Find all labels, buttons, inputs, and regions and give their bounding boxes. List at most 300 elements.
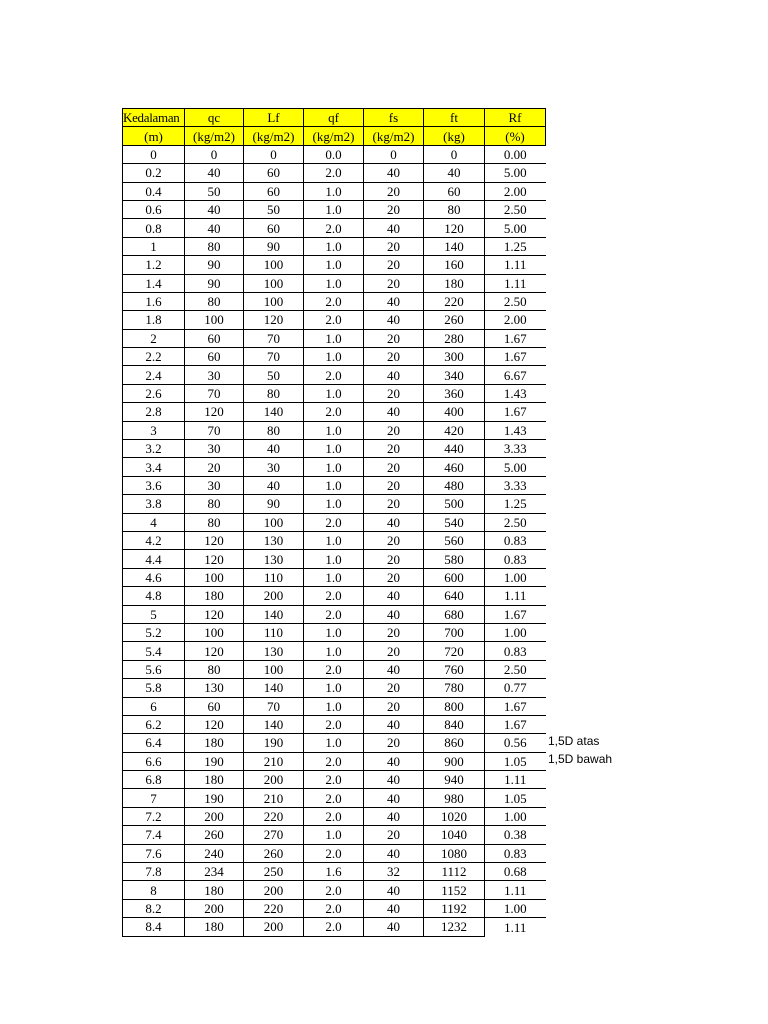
cell-lf: 200 [244, 771, 304, 789]
cell-ft: 180 [424, 274, 485, 292]
sondir-data-table [122, 108, 546, 937]
cell-fs: 40 [364, 918, 424, 936]
cell-fs: 32 [364, 863, 424, 881]
cell-rf: 2.50 [485, 660, 546, 678]
cell-lf: 40 [244, 476, 304, 494]
cell-fs: 40 [364, 366, 424, 384]
cell-qc: 100 [185, 568, 244, 586]
cell-fs: 20 [364, 679, 424, 697]
cell-rf: 1.05 [485, 789, 546, 807]
cell-kedalaman: 0.2 [123, 164, 185, 182]
cell-kedalaman: 4 [123, 513, 185, 531]
cell-kedalaman: 6 [123, 697, 185, 715]
cell-lf: 110 [244, 568, 304, 586]
cell-fs: 40 [364, 715, 424, 733]
cell-rf: 1.00 [485, 623, 546, 641]
cell-fs: 40 [364, 771, 424, 789]
cell-qf: 1.0 [304, 200, 364, 218]
cell-lf: 100 [244, 513, 304, 531]
table-row [123, 789, 546, 807]
cell-ft: 1080 [424, 844, 485, 862]
cell-qc: 30 [185, 366, 244, 384]
cell-lf: 130 [244, 642, 304, 660]
cell-lf: 50 [244, 366, 304, 384]
cell-ft: 460 [424, 458, 485, 476]
cell-fs: 20 [364, 550, 424, 568]
cell-fs: 20 [364, 495, 424, 513]
unit-ft: (kg) [424, 127, 485, 145]
cell-kedalaman: 7 [123, 789, 185, 807]
cell-kedalaman: 3.4 [123, 458, 185, 476]
cell-lf: 200 [244, 587, 304, 605]
cell-qc: 30 [185, 440, 244, 458]
cell-fs: 20 [364, 531, 424, 549]
cell-qf: 2.0 [304, 771, 364, 789]
cell-rf: 0.38 [485, 826, 546, 844]
unit-lf: (kg/m2) [244, 127, 304, 145]
cell-kedalaman: 1 [123, 237, 185, 255]
cell-fs: 40 [364, 844, 424, 862]
cell-rf: 1.11 [485, 256, 546, 274]
cell-fs: 40 [364, 513, 424, 531]
table-row [123, 274, 546, 292]
cell-kedalaman: 2.6 [123, 384, 185, 402]
cell-ft: 420 [424, 421, 485, 439]
cell-fs: 20 [364, 274, 424, 292]
cell-rf: 1.67 [485, 329, 546, 347]
cell-qf: 1.0 [304, 458, 364, 476]
cell-ft: 1040 [424, 826, 485, 844]
cell-ft: 560 [424, 531, 485, 549]
table-row [123, 752, 546, 770]
cell-qc: 100 [185, 311, 244, 329]
cell-kedalaman: 0 [123, 145, 185, 163]
cell-qf: 1.0 [304, 679, 364, 697]
cell-fs: 40 [364, 752, 424, 770]
cell-qf: 2.0 [304, 605, 364, 623]
cell-fs: 40 [364, 789, 424, 807]
cell-qf: 1.0 [304, 256, 364, 274]
cell-qf: 2.0 [304, 844, 364, 862]
cell-ft: 940 [424, 771, 485, 789]
cell-qf: 1.0 [304, 623, 364, 641]
cell-rf: 2.50 [485, 200, 546, 218]
table-row [123, 329, 546, 347]
table-row [123, 256, 546, 274]
cell-kedalaman: 2.4 [123, 366, 185, 384]
cell-fs: 20 [364, 734, 424, 752]
cell-fs: 20 [364, 384, 424, 402]
table-row [123, 918, 546, 936]
cell-rf: 1.05 [485, 752, 546, 770]
cell-lf: 140 [244, 605, 304, 623]
cell-qc: 190 [185, 752, 244, 770]
cell-fs: 20 [364, 568, 424, 586]
cell-qf: 2.0 [304, 752, 364, 770]
cell-qc: 120 [185, 715, 244, 733]
cell-fs: 20 [364, 826, 424, 844]
table-row [123, 513, 546, 531]
cell-fs: 40 [364, 164, 424, 182]
cell-qc: 60 [185, 329, 244, 347]
cell-ft: 860 [424, 734, 485, 752]
cell-fs: 40 [364, 881, 424, 899]
cell-qf: 1.6 [304, 863, 364, 881]
cell-fs: 20 [364, 476, 424, 494]
table-row [123, 458, 546, 476]
cell-qc: 120 [185, 642, 244, 660]
cell-rf: 0.83 [485, 642, 546, 660]
cell-qc: 180 [185, 881, 244, 899]
cell-qc: 70 [185, 384, 244, 402]
cell-kedalaman: 7.8 [123, 863, 185, 881]
cell-qc: 234 [185, 863, 244, 881]
cell-rf: 0.68 [485, 863, 546, 881]
cell-qc: 80 [185, 495, 244, 513]
cell-ft: 760 [424, 660, 485, 678]
cell-rf: 2.50 [485, 292, 546, 310]
cell-qf: 1.0 [304, 384, 364, 402]
cell-qc: 120 [185, 605, 244, 623]
cell-lf: 50 [244, 200, 304, 218]
cell-fs: 20 [364, 458, 424, 476]
cell-lf: 190 [244, 734, 304, 752]
cell-qf: 1.0 [304, 697, 364, 715]
cell-kedalaman: 4.6 [123, 568, 185, 586]
cell-kedalaman: 5.6 [123, 660, 185, 678]
cell-kedalaman: 3.6 [123, 476, 185, 494]
cell-kedalaman: 6.6 [123, 752, 185, 770]
table-row [123, 164, 546, 182]
cell-qc: 90 [185, 274, 244, 292]
table-row [123, 440, 546, 458]
cell-qc: 200 [185, 807, 244, 825]
cell-lf: 250 [244, 863, 304, 881]
cell-qf: 1.0 [304, 348, 364, 366]
cell-qc: 60 [185, 348, 244, 366]
table-row [123, 476, 546, 494]
cell-qc: 180 [185, 918, 244, 936]
cell-qc: 240 [185, 844, 244, 862]
cell-qf: 1.0 [304, 531, 364, 549]
cell-lf: 140 [244, 403, 304, 421]
cell-qf: 2.0 [304, 807, 364, 825]
cell-ft: 900 [424, 752, 485, 770]
cell-rf: 1.67 [485, 348, 546, 366]
cell-kedalaman: 5.2 [123, 623, 185, 641]
table-row [123, 531, 546, 549]
cell-ft: 640 [424, 587, 485, 605]
cell-qf: 2.0 [304, 366, 364, 384]
cell-qf: 1.0 [304, 550, 364, 568]
cell-qc: 120 [185, 403, 244, 421]
table-row [123, 495, 546, 513]
cell-ft: 1020 [424, 807, 485, 825]
cell-lf: 100 [244, 256, 304, 274]
cell-ft: 360 [424, 384, 485, 402]
cell-qf: 2.0 [304, 918, 364, 936]
cell-fs: 40 [364, 219, 424, 237]
cell-qf: 1.0 [304, 274, 364, 292]
cell-qc: 180 [185, 771, 244, 789]
cell-rf: 1.00 [485, 899, 546, 917]
cell-qf: 2.0 [304, 899, 364, 917]
cell-qf: 1.0 [304, 421, 364, 439]
table-row [123, 863, 546, 881]
cell-rf: 1.67 [485, 697, 546, 715]
cell-lf: 60 [244, 182, 304, 200]
cell-lf: 80 [244, 384, 304, 402]
cell-qc: 30 [185, 476, 244, 494]
table-row [123, 421, 546, 439]
cell-fs: 20 [364, 440, 424, 458]
cell-fs: 40 [364, 403, 424, 421]
cell-qf: 1.0 [304, 476, 364, 494]
table-row [123, 219, 546, 237]
table-row [123, 200, 546, 218]
cell-rf: 1.11 [485, 918, 546, 936]
table-row [123, 844, 546, 862]
cell-qc: 80 [185, 292, 244, 310]
cell-ft: 1152 [424, 881, 485, 899]
cell-qc: 50 [185, 182, 244, 200]
cell-lf: 70 [244, 697, 304, 715]
cell-rf: 3.33 [485, 440, 546, 458]
cell-lf: 220 [244, 807, 304, 825]
cell-lf: 110 [244, 623, 304, 641]
table-row [123, 807, 546, 825]
cell-lf: 90 [244, 495, 304, 513]
cell-qc: 100 [185, 623, 244, 641]
cell-qf: 2.0 [304, 715, 364, 733]
cell-ft: 540 [424, 513, 485, 531]
cell-lf: 210 [244, 752, 304, 770]
table-row [123, 660, 546, 678]
header-kedalaman: Kedalaman [123, 109, 185, 127]
cell-ft: 680 [424, 605, 485, 623]
cell-qc: 80 [185, 660, 244, 678]
cell-qc: 120 [185, 550, 244, 568]
cell-qf: 0.0 [304, 145, 364, 163]
cell-ft: 1192 [424, 899, 485, 917]
cell-kedalaman: 1.8 [123, 311, 185, 329]
cell-rf: 0.77 [485, 679, 546, 697]
cell-ft: 60 [424, 182, 485, 200]
cell-ft: 340 [424, 366, 485, 384]
table-row [123, 587, 546, 605]
cell-kedalaman: 0.6 [123, 200, 185, 218]
cell-lf: 60 [244, 164, 304, 182]
cell-fs: 40 [364, 587, 424, 605]
cell-kedalaman: 3 [123, 421, 185, 439]
cell-rf: 2.50 [485, 513, 546, 531]
cell-qf: 2.0 [304, 164, 364, 182]
cell-qf: 1.0 [304, 440, 364, 458]
table-row [123, 623, 546, 641]
cell-qc: 40 [185, 219, 244, 237]
cell-kedalaman: 5.4 [123, 642, 185, 660]
cell-fs: 20 [364, 348, 424, 366]
header-row-labels [123, 109, 546, 127]
cell-qc: 0 [185, 145, 244, 163]
cell-kedalaman: 0.4 [123, 182, 185, 200]
unit-kedalaman: (m) [123, 127, 185, 145]
cell-kedalaman: 1.2 [123, 256, 185, 274]
cell-rf: 1.25 [485, 495, 546, 513]
cell-ft: 700 [424, 623, 485, 641]
cell-lf: 60 [244, 219, 304, 237]
cell-kedalaman: 2.8 [123, 403, 185, 421]
cell-rf: 0.83 [485, 531, 546, 549]
cell-fs: 20 [364, 329, 424, 347]
table-row [123, 771, 546, 789]
cell-lf: 140 [244, 679, 304, 697]
cell-ft: 440 [424, 440, 485, 458]
cell-qc: 70 [185, 421, 244, 439]
cell-kedalaman: 1.4 [123, 274, 185, 292]
cell-kedalaman: 5 [123, 605, 185, 623]
cell-kedalaman: 7.2 [123, 807, 185, 825]
cell-fs: 40 [364, 660, 424, 678]
unit-rf: (%) [485, 127, 546, 145]
cell-ft: 300 [424, 348, 485, 366]
cell-lf: 80 [244, 421, 304, 439]
table-row [123, 881, 546, 899]
cell-qc: 200 [185, 899, 244, 917]
table-row [123, 311, 546, 329]
cell-lf: 130 [244, 550, 304, 568]
cell-rf: 1.11 [485, 274, 546, 292]
table-row [123, 384, 546, 402]
header-row-units [123, 127, 546, 145]
cell-fs: 20 [364, 421, 424, 439]
cell-fs: 40 [364, 899, 424, 917]
cell-fs: 20 [364, 200, 424, 218]
cell-kedalaman: 5.8 [123, 679, 185, 697]
cell-qf: 2.0 [304, 292, 364, 310]
cell-lf: 130 [244, 531, 304, 549]
cell-rf: 1.00 [485, 568, 546, 586]
cell-lf: 90 [244, 237, 304, 255]
cell-qf: 1.0 [304, 642, 364, 660]
cell-qf: 2.0 [304, 403, 364, 421]
cell-qc: 120 [185, 531, 244, 549]
table-body [123, 145, 546, 936]
cell-lf: 0 [244, 145, 304, 163]
header-lf: Lf [244, 109, 304, 127]
cell-kedalaman: 6.2 [123, 715, 185, 733]
cell-ft: 720 [424, 642, 485, 660]
table-row [123, 568, 546, 586]
cell-qf: 1.0 [304, 495, 364, 513]
cell-fs: 40 [364, 311, 424, 329]
cell-ft: 40 [424, 164, 485, 182]
cell-kedalaman: 7.6 [123, 844, 185, 862]
cell-qf: 2.0 [304, 881, 364, 899]
table-row [123, 642, 546, 660]
header-qf: qf [304, 109, 364, 127]
cell-ft: 160 [424, 256, 485, 274]
cell-ft: 1112 [424, 863, 485, 881]
note-bawah: 1,5D bawah [548, 752, 613, 766]
header-qc: qc [185, 109, 244, 127]
cell-kedalaman: 0.8 [123, 219, 185, 237]
cell-rf: 1.25 [485, 237, 546, 255]
note-atas: 1,5D atas [548, 734, 600, 748]
cell-ft: 780 [424, 679, 485, 697]
cell-rf: 0.83 [485, 550, 546, 568]
cell-qf: 2.0 [304, 789, 364, 807]
cell-lf: 100 [244, 292, 304, 310]
cell-rf: 2.00 [485, 311, 546, 329]
table-row [123, 697, 546, 715]
table-row [123, 292, 546, 310]
cell-qc: 60 [185, 697, 244, 715]
cell-ft: 400 [424, 403, 485, 421]
cell-fs: 40 [364, 605, 424, 623]
cell-kedalaman: 8.2 [123, 899, 185, 917]
unit-fs: (kg/m2) [364, 127, 424, 145]
cell-lf: 100 [244, 660, 304, 678]
cell-qc: 180 [185, 587, 244, 605]
cell-fs: 0 [364, 145, 424, 163]
cell-kedalaman: 8.4 [123, 918, 185, 936]
cell-fs: 40 [364, 292, 424, 310]
header-rf: Rf [485, 109, 546, 127]
cell-kedalaman: 3.2 [123, 440, 185, 458]
cell-ft: 980 [424, 789, 485, 807]
cell-lf: 140 [244, 715, 304, 733]
table-row [123, 734, 546, 752]
cell-ft: 800 [424, 697, 485, 715]
table-row [123, 899, 546, 917]
cell-qf: 1.0 [304, 182, 364, 200]
cell-qf: 2.0 [304, 587, 364, 605]
cell-ft: 140 [424, 237, 485, 255]
cell-fs: 20 [364, 256, 424, 274]
cell-lf: 220 [244, 899, 304, 917]
cell-qc: 80 [185, 513, 244, 531]
cell-lf: 70 [244, 329, 304, 347]
table-row [123, 403, 546, 421]
cell-qc: 190 [185, 789, 244, 807]
cell-lf: 200 [244, 881, 304, 899]
header-fs: fs [364, 109, 424, 127]
cell-rf: 1.11 [485, 771, 546, 789]
cell-rf: 0.83 [485, 844, 546, 862]
cell-kedalaman: 1.6 [123, 292, 185, 310]
cell-rf: 1.67 [485, 605, 546, 623]
cell-ft: 500 [424, 495, 485, 513]
cell-rf: 1.43 [485, 421, 546, 439]
cell-kedalaman: 3.8 [123, 495, 185, 513]
cell-rf: 0.00 [485, 145, 546, 163]
cell-rf: 1.43 [485, 384, 546, 402]
cell-qc: 130 [185, 679, 244, 697]
cell-qc: 90 [185, 256, 244, 274]
cell-ft: 260 [424, 311, 485, 329]
header-ft: ft [424, 109, 485, 127]
cell-qf: 2.0 [304, 311, 364, 329]
cell-lf: 40 [244, 440, 304, 458]
cell-rf: 1.00 [485, 807, 546, 825]
cell-kedalaman: 8 [123, 881, 185, 899]
cell-ft: 80 [424, 200, 485, 218]
cell-fs: 20 [364, 697, 424, 715]
cell-qf: 1.0 [304, 568, 364, 586]
cell-qc: 40 [185, 164, 244, 182]
cell-ft: 120 [424, 219, 485, 237]
